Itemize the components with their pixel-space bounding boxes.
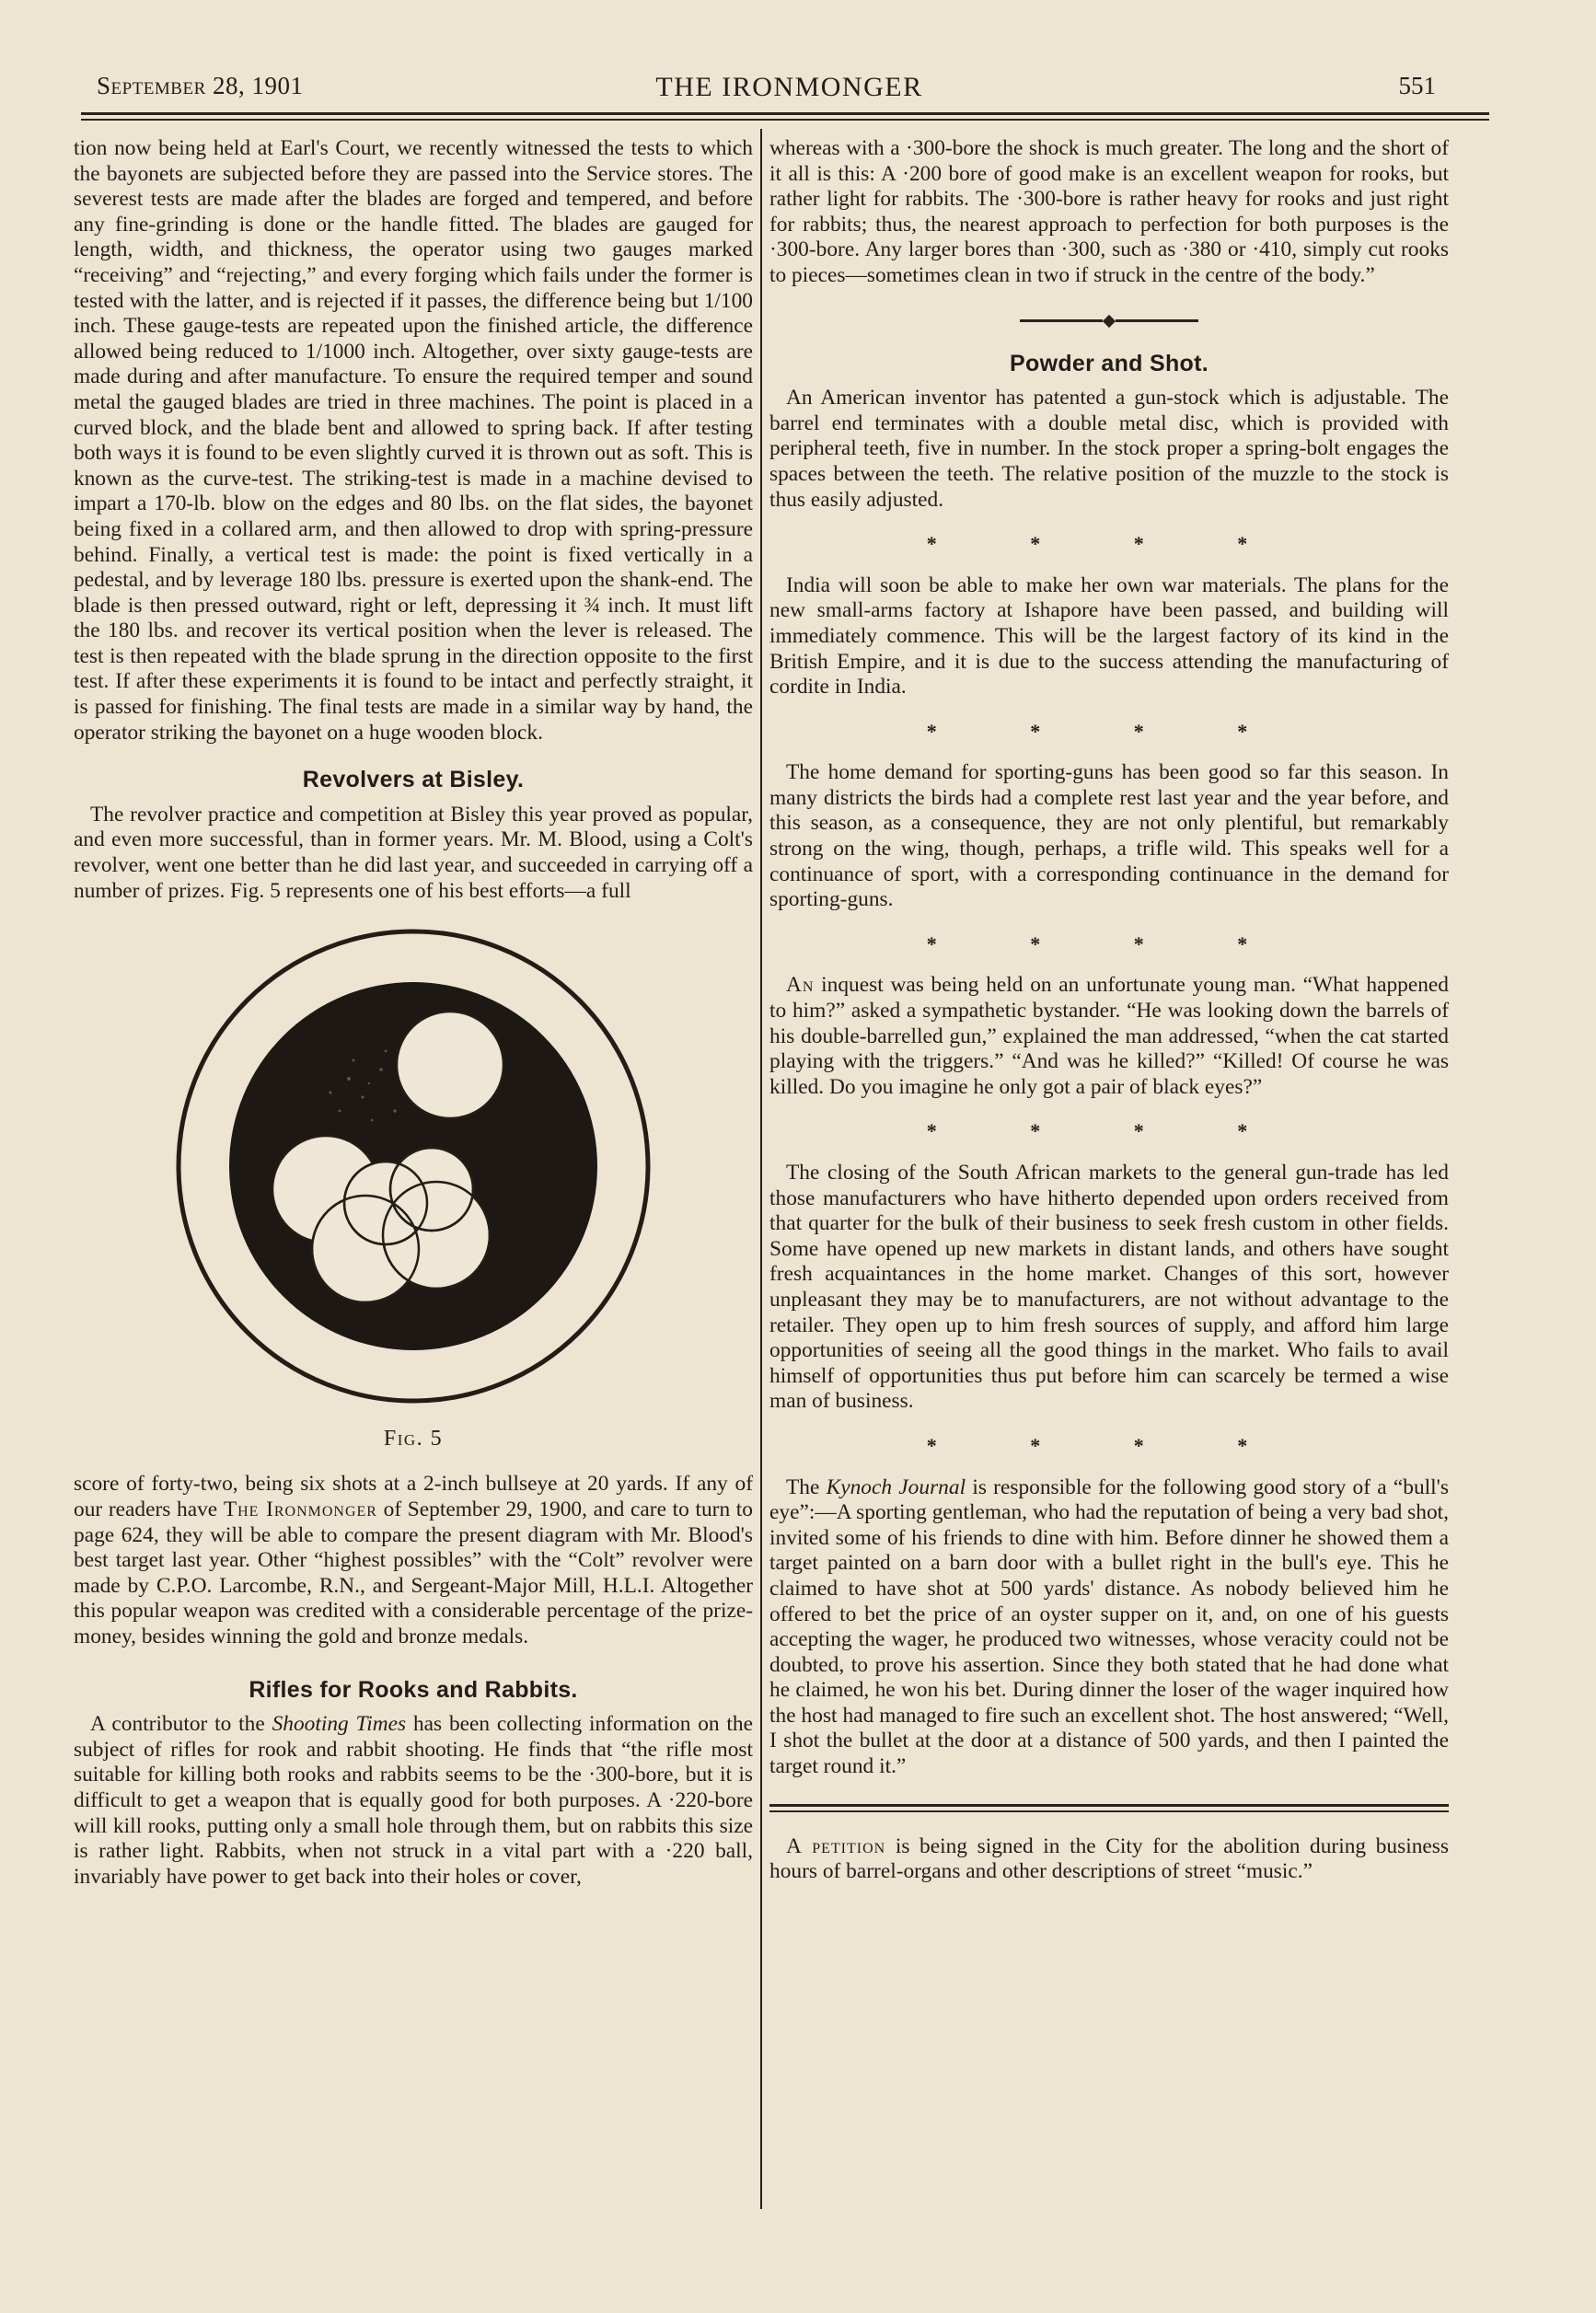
header-rule-bottom [81, 119, 1489, 121]
shooting-times-reference: Shooting Times [272, 1712, 407, 1737]
kynoch-journal-reference: Kynoch Journal [826, 1475, 966, 1499]
left-column [74, 136, 753, 1890]
separator-stars: * * * * [926, 719, 1292, 743]
rifles-text-a: A contributor to the [90, 1712, 272, 1737]
inquest-text: inquest was being held on an unfortunate young man. “What happened to him?” asked a sympathetic bystander. “He was looking down the barrels of his double-barrelled gun,” explained the man addressed, “when the cat started playing with the triggers.” “And was he killed?” “Killed! Of course he was killed. Do you imagine he only got a pair of black eyes?” [769, 973, 1449, 1099]
bayonet-tests-paragraph: tion now being held at Earl's Court, we recently witnessed the tests to which the bayonets are subjected before they are passed into the Service stores. The severest tests are made after the blades are forged and tempered, and before any fine-grinding is done or the handle fitted. The blades are gauged for length, width, and thickness, the operator using two gauges marked “receiving” and “rejecting,” and every forging which fails under the former is tested with the latter, and is rejected if it passes, the difference being but 1/100 inch. These gauge-tests are repeated upon the finished article, the difference allowed being reduced to 1/1000 inch. Altogether, over sixty gauge-tests are made during and after manufacture. To ensure the required temper and sound metal the gauged blades are tried in three machines. The point is placed in a curved block, and the blade bent and allowed to spring back. If after testing both ways it is found to be even slightly curved it is thrown out as soft. This is known as the curve-test. The striking-test is made in a machine devised to impart a 170-lb. blow on the edges and 80 lbs. on the flat sides, the bayonet being fixed in a collared arm, and then allowed to drop with spring-pressure behind. Finally, a vertical test is made: the point is fixed vertically in a pedestal, and by leverage 180 lbs. pressure is exerted upon the shank-end. The blade is then pressed outward, right or left, depressing it ¾ inch. It must lift the 180 lbs. and recover its vertical position when the lever is released. The test is then repeated with the blade sprung in the direction opposite to the first test. If after these experiments it is found to be intact and perfectly straight, it is passed for finishing. The final tests are made in a similar way by hand, the operator striking the bayonet on a huge wooden block. [74, 136, 753, 745]
right-column [769, 136, 1449, 1885]
double-rule-divider [769, 1804, 1449, 1812]
rifles-continued-paragraph: whereas with a ·300-bore the shock is much greater. The long and the short of it all is this: A ·200 bore of good make is an excellent weapon for rooks, but rather light for rabbits. The ·300-bore is rather heavy for rooks and just right for rabbits; thus, the nearest approach to perfection for both purposes is the ·300-bore. Any larger bores than ·300, such as ·380 or ·410, simply cut rooks to pieces—sometimes clean in two if struck in the centre of the body.” [769, 136, 1449, 287]
target-diagram-image [156, 922, 671, 1410]
score-text-c: of September 29, 1900, and care to turn to page 624, they will be able to compare the present diagram with Mr. Blood's best target last year. Other “highest possibles” with the “Colt” revolver were made by C.P.O. Larcombe, R.N., and Sergeant-Major Mill, H.L.I. Altogether this popular weapon was credited with a considerable percentage of the prize-money, besides winning the gold and bronze medals. [74, 1498, 753, 1648]
gun-stock-paragraph: An American inventor has patented a gun-stock which is adjustable. The barrel end terminates with a double metal disc, which is provided with peripheral teeth, five in number. In the stock proper a spring-bolt engages the spaces between the teeth. The relative position of the muzzle to the stock is thus easily adjusted. [769, 386, 1449, 512]
score-text-a: score of forty-two, being six shots at a 2-inch bullseye at 20 yards. If any of our readers have [74, 1472, 753, 1521]
separator-stars: * * * * [926, 532, 1292, 556]
figure-caption: Fig. 5 [383, 1426, 444, 1451]
rifles-paragraph [74, 1712, 753, 1890]
kynoch-text-c: is responsible for the following good story of a “bull's eye”:—A sporting gentleman, who had the reputation of being a very bad shot, invited some of his friends to dine with him. Before dinner he showed them a target painted on a barn door with a bullet right in the bull's eye. This he claimed to have shot at 500 yards' distance. As nobody believed him he offered to bet the price of an oyster supper on it, and, on one of his guests accepting the wager, he produced two witnesses, whose veracity could not be doubted, to prove his assertion. Since they both stated that he had done what he claimed, he won his bet. During dinner the loser of the wager inquired how the host had managed to fire such an excellent shot. The host answered; “Well, I shot the bullet at the door at a distance of 500 yards, and then I painted the target round it.” [769, 1475, 1449, 1779]
page-header [87, 72, 1491, 109]
kynoch-text-a: The [786, 1475, 827, 1499]
inquest-paragraph [769, 973, 1449, 1100]
petition-text: is being signed in the City for the abolition during business hours of barrel-organs and other descriptions of street “music.” [769, 1833, 1449, 1884]
page-number: 551 [1398, 72, 1436, 99]
heading-powder-and-shot: Powder and Shot. [1010, 350, 1209, 376]
column-divider [760, 129, 762, 2209]
separator-stars: * * * * [926, 931, 1292, 955]
publication-title: THE IRONMONGER [655, 72, 923, 102]
petition-lead-words: A petition [786, 1833, 886, 1858]
figure-5-target [74, 922, 753, 1417]
score-paragraph [74, 1472, 753, 1649]
section-ornament [769, 317, 1449, 326]
revolvers-paragraph: The revolver practice and competition at Bisley this year proved as popular, and even more successful, than in former years. Mr. M. Blood, using a Colt's revolver, went one better than he did last year, and succeeded in carrying off a number of prizes. Fig. 5 represents one of his best efforts—a full [74, 802, 753, 903]
india-paragraph: India will soon be able to make her own war materials. The plans for the new small-arms factory at Ishapore have been passed, and building will immediately commence. This will be the largest factory of its kind in the British Empire, and it is due to the success attending the manufacturing of cordite in India. [769, 572, 1449, 700]
home-demand-paragraph: The home demand for sporting-guns has been good so far this season. In many districts the birds had a complete rest last year and the year before, and this season, as a consequence, they are not only plentiful, but remarkably strong on the wing, though, perhaps, a trifle wild. This speaks well for a continuance of sport, with a corresponding continuance in the demand for sporting-guns. [769, 760, 1449, 912]
separator-stars: * * * * [926, 1119, 1292, 1143]
separator-stars: * * * * [926, 1433, 1292, 1457]
rifles-text-c: has been collecting information on the subject of rifles for rook and rabbit shooting. He finds that “the rifle most suitable for killing both rooks and rabbits seems to be the ·300-bore, but it is difficult to get a weapon that is equally good for both purposes. A ·220-bore will kill rooks, putting only a small hole through them, but on rabbits this size is rather light. Rabbits, when not struck in a vital part with a ·220 ball, invariably have power to get back into their holes or cover, [74, 1712, 753, 1889]
kynoch-paragraph [769, 1475, 1449, 1780]
issue-date: September 28, 1901 [97, 72, 304, 99]
heading-rifles-for-rooks: Rifles for Rooks and Rabbits. [249, 1676, 578, 1703]
ironmonger-reference: The Ironmonger [223, 1498, 377, 1521]
south-african-markets-paragraph: The closing of the South African markets to the general gun-trade has led those manufacturers who have hitherto depended upon orders received from that quarter for the bulk of their business to seek fresh custom in other fields. Some have opened up new markets in distant lands, and others have sought fresh acquaintances in the home market. Changes of this sort, however unpleasant they may be to manufacturers, are not without advantage to the retailer. They open up to him fresh sources of supply, and afford him large opportunities of seeing all the good things in the market. Who fails to avail himself of opportunities thus put before him can scarcely be termed a wise man of business. [769, 1161, 1449, 1414]
header-rule-top [81, 112, 1489, 115]
petition-paragraph [769, 1834, 1449, 1885]
inquest-lead-word: An [786, 973, 815, 998]
heading-revolvers-at-bisley: Revolvers at Bisley. [302, 767, 525, 793]
